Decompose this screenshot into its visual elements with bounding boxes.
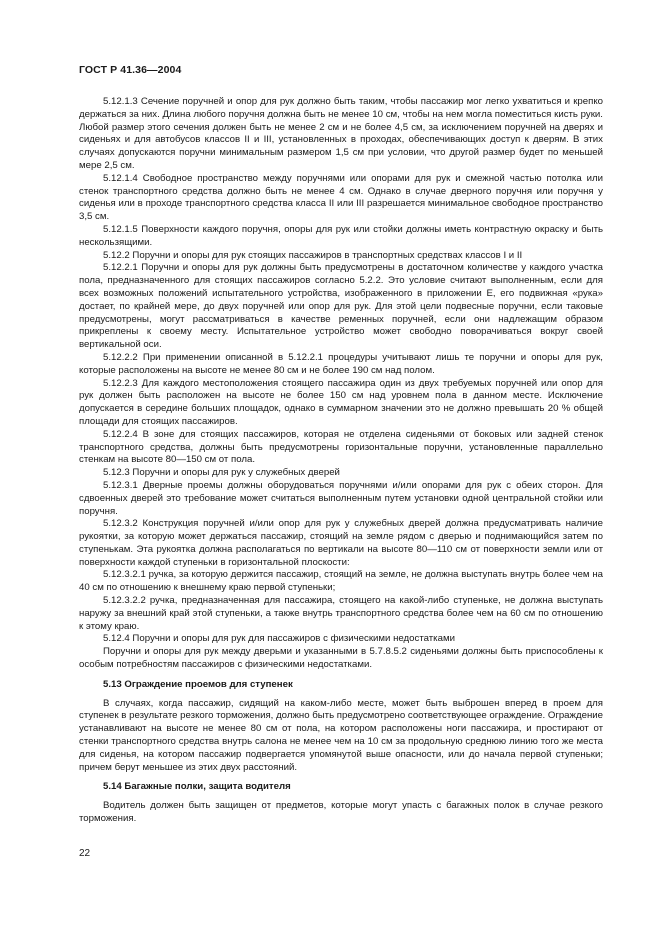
paragraph-5-12-2-4: 5.12.2.4 В зоне для стоящих пассажиров, которая не отделена сиденьями от боковых или задней стенок транспортного средства, должны быть предусмотрены горизонтальные поручни, установленные параллельно стенкам на высоте 80—150 см от пола. <box>79 428 603 466</box>
paragraph-5-12-1-3: 5.12.1.3 Сечение поручней и опор для рук должно быть таким, чтобы пассажир мог легко ухватиться и крепко держаться за них. Длина любого поручня должна быть не менее 10 см, чтобы на нем могла поместиться кисть руки. Любой размер этого сечения должен быть не менее 2 см и не более 4,5 см, за исключением поручней на дверях и сиденьях и для автобусов классов II и III, установленных в проходах, обеспечивающих доступ к дверям. В этих случаях допускаются поручни минимальным размером 1,5 см при условии, что другой размер будет по меньшей мере 2,5 см. <box>79 96 603 171</box>
paragraph-5-12-3: 5.12.3 Поручни и опоры для рук у служебных дверей <box>103 467 340 479</box>
paragraph-5-12-4-text: Поручни и опоры для рук между дверьми и указанными в 5.7.8.5.2 сиденьями должны быть приспособлены к особым потребностям пассажиров с физическими недостатками. <box>79 646 603 671</box>
paragraph-5-12-3-2-1: 5.12.3.2.1 ручка, за которую держится пассажир, стоящий на земле, не должна выступать внутрь более чем на 40 см по отношению к внешнему краю первой ступеньки; <box>79 569 603 594</box>
paragraph-5-12-2-2: 5.12.2.2 При применении описанной в 5.12.2.1 процедуры учитывают лишь те поручни и опоры для рук, которые расположены на высоте не менее 80 см и не более 190 см над полом. <box>79 351 603 376</box>
paragraph-5-12-1-4: 5.12.1.4 Свободное пространство между поручнями или опорами для рук и смежной частью потолка или стенок транспортного средства должно быть не менее 4 см. Однако в случае дверного поручня или поручня у сиденья или в проходе транспортного средства класса II или III разрешается минимальное свободное пространство 3,5 см. <box>79 172 603 223</box>
paragraph-5-12-3-2: 5.12.3.2 Конструкция поручней и/или опор для рук у служебных дверей должна предусматривать наличие рукоятки, за которую может держаться пассажир, стоящий на земле рядом с дверью и поднимающийся затем по ступенькам. Эта рукоятка должна располагаться по вертикали на высоте 80—110 см от поверхности земли или от поверхности каждой ступеньки в горизонтальной плоскости: <box>79 518 603 568</box>
document-header: ГОСТ Р 41.36—2004 <box>79 64 182 76</box>
paragraph-5-14-text: Водитель должен быть защищен от предметов, которые могут упасть с багажных полок в случае резкого торможения. <box>79 800 603 825</box>
page-number: 22 <box>79 848 91 859</box>
document-body <box>79 96 603 826</box>
paragraph-5-12-2-1: 5.12.2.1 Поручни и опоры для рук должны быть предусмотрены в достаточном количестве у каждого участка пола, предназначенного для стоящих пассажиров согласно 5.2.2. Это условие считают выполненным, если для всех возможных положений испытательного устройства, изображенного в приложении Е, его подвижная «рука» достает, по крайней мере, до двух поручней или опор для рук. Для этой цели подвесные поручни, если таковые предусмотрены, могут рассматриваться в качестве ременных поручней, если они надлежащим образом прикреплены к своему месту. Испытательное устройство может свободно поворачиваться вокруг своей вертикальной оси. <box>79 262 603 351</box>
paragraph-5-12-3-2-2: 5.12.3.2.2 ручка, предназначенная для пассажира, стоящего на какой-либо ступеньке, не должна выступать наружу за внешний край этой ступеньки, а также внутрь транспортного средства более чем на 60 см по отношению к этому краю. <box>79 595 603 632</box>
paragraph-5-12-3-1: 5.12.3.1 Дверные проемы должны оборудоваться поручнями и/или опорами для рук с обеих сторон. Для сдвоенных дверей это требование может считаться выполненным путем установки одной центральной стойки или поручня. <box>79 479 603 517</box>
paragraph-5-12-2: 5.12.2 Поручни и опоры для рук стоящих пассажиров в транспортных средствах классов I и II <box>103 249 523 261</box>
paragraph-5-12-4: 5.12.4 Поручни и опоры для рук для пассажиров с физическими недостатками <box>103 633 455 645</box>
paragraph-5-12-1-5: 5.12.1.5 Поверхности каждого поручня, опоры для рук или стойки должны иметь контрастную окраску и быть нескользящими. <box>79 223 603 248</box>
section-heading-5-13: 5.13 Ограждение проемов для ступенек <box>103 678 293 690</box>
paragraph-5-12-2-3: 5.12.2.3 Для каждого местоположения стоящего пассажира один из двух требуемых поручней или опор для рук должен быть расположен на высоте не более 150 см над уровнем пола в данном месте. Исключение допускается в середине больших площадок, однако в суммарном значении это не должно превышать 20 % общей площади для стоящих пассажиров. <box>79 377 603 427</box>
section-heading-5-14: 5.14 Багажные полки, защита водителя <box>103 781 291 793</box>
paragraph-5-13-text: В случаях, когда пассажир, сидящий на каком-либо месте, может быть выброшен вперед в проем для ступенек в результате резкого торможения, должно быть предусмотрено соответствующее ограждение. Ограждение устанавливают на высоте не менее 80 см от пола, на котором расположены ноги пассажира, и простирают от стенки транспортного средства внутрь салона не менее чем на 10 см за продольную среднюю линию того же места для сиденья, на котором пассажир подвергается упомянутой выше опасности, или до начала первой ступеньки; причем берут меньшее из этих двух расстояний. <box>79 697 603 773</box>
